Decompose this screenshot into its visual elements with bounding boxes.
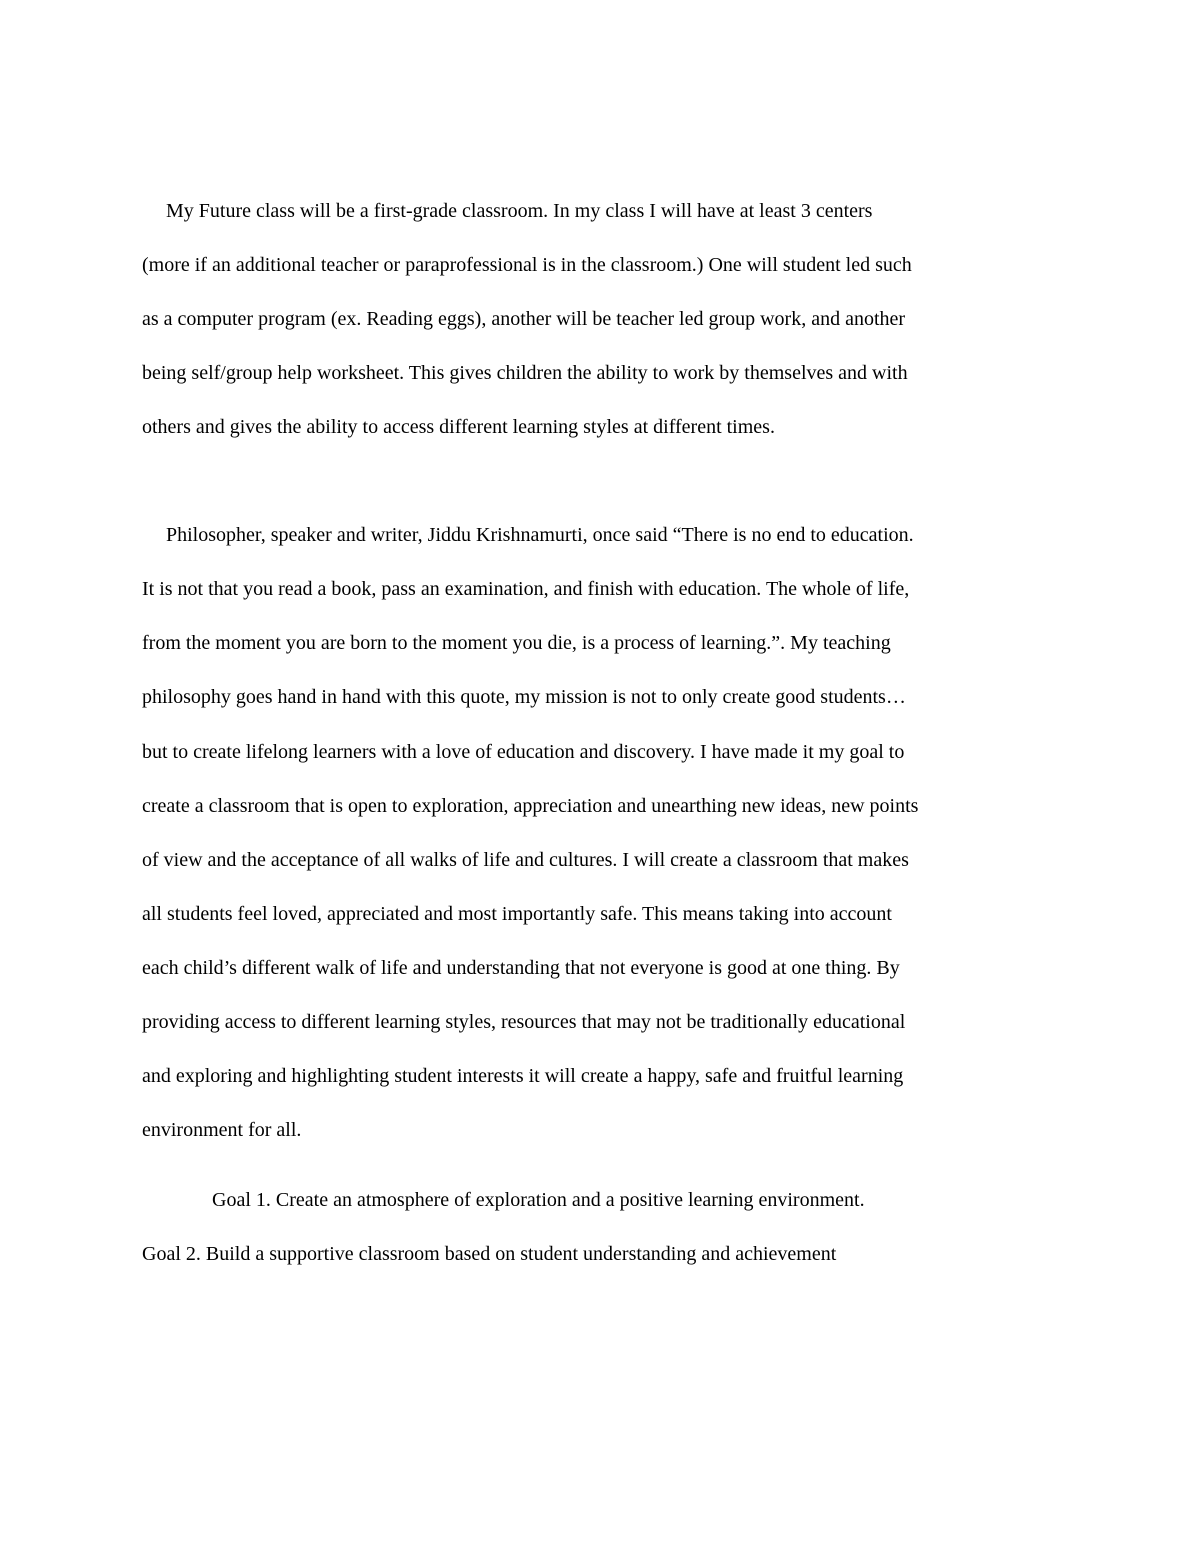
paragraph-1-line-4: being self/group help worksheet. This gives children the ability to work by themselves and with: [142, 362, 908, 384]
paragraph-1-line-2: (more if an additional teacher or paraprofessional is in the classroom.) One will student led such: [142, 254, 912, 276]
paragraph-2-line-5: but to create lifelong learners with a love of education and discovery. I have made it my goal to: [142, 741, 905, 763]
paragraph-1-line-1: My Future class will be a first-grade classroom. In my class I will have at least 3 centers: [166, 200, 873, 222]
paragraph-1-line-5: others and gives the ability to access different learning styles at different times.: [142, 416, 775, 438]
paragraph-2-line-7: of view and the acceptance of all walks of life and cultures. I will create a classroom that makes: [142, 849, 909, 871]
paragraph-2-line-4: philosophy goes hand in hand with this quote, my mission is not to only create good students…: [142, 686, 906, 708]
paragraph-2-line-1: Philosopher, speaker and writer, Jiddu Krishnamurti, once said “There is no end to education.: [166, 524, 914, 546]
paragraph-2-line-2: It is not that you read a book, pass an examination, and finish with education. The whole of life,: [142, 578, 910, 600]
paragraph-2-line-8: all students feel loved, appreciated and most importantly safe. This means taking into account: [142, 903, 892, 925]
paragraph-2-line-3: from the moment you are born to the moment you die, is a process of learning.”. My teaching: [142, 632, 891, 654]
paragraph-2-line-10: providing access to different learning styles, resources that may not be traditionally educational: [142, 1011, 906, 1033]
paragraph-2-line-11: and exploring and highlighting student interests it will create a happy, safe and fruitful learning: [142, 1065, 904, 1087]
goal-2: Goal 2. Build a supportive classroom based on student understanding and achievement: [142, 1243, 837, 1265]
paragraph-2-line-9: each child’s different walk of life and understanding that not everyone is good at one thing. By: [142, 957, 900, 979]
goal-1: Goal 1. Create an atmosphere of exploration and a positive learning environment.: [212, 1189, 865, 1211]
paragraph-2-line-6: create a classroom that is open to exploration, appreciation and unearthing new ideas, new points: [142, 795, 919, 817]
paragraph-2-line-12: environment for all.: [142, 1119, 302, 1141]
paragraph-1-line-3: as a computer program (ex. Reading eggs), another will be teacher led group work, and another: [142, 308, 906, 330]
